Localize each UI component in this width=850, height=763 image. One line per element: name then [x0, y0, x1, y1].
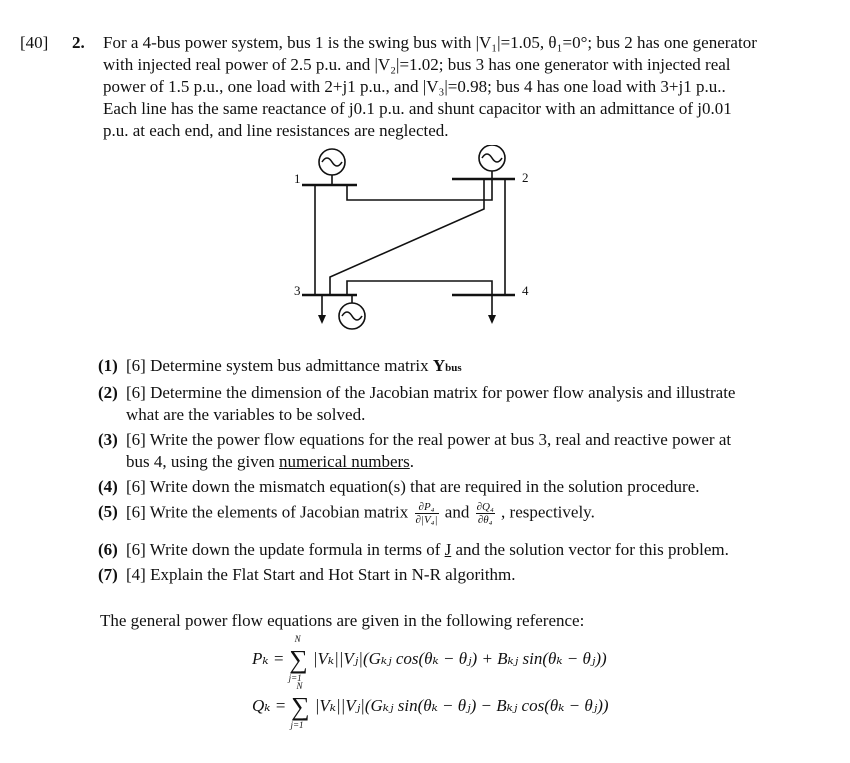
- generator-2-wave: [482, 154, 502, 162]
- part-text: bus 4, using the given: [126, 452, 279, 471]
- equation-lhs: Qₖ =: [252, 695, 287, 715]
- part-text: [6] Determine system bus admittance matrix: [126, 356, 433, 375]
- line-2-3: [330, 179, 484, 295]
- line-3-4: [347, 281, 492, 295]
- fraction-denominator: ∂|V₄|: [415, 514, 438, 526]
- part-text: .: [409, 452, 415, 471]
- part-text: and: [440, 502, 474, 522]
- sum-lower-limit: j=1: [288, 673, 302, 683]
- part-text: [4] Explain the Flat Start and Hot Start in N-R algorithm.: [126, 565, 516, 584]
- part-number: (2): [98, 383, 118, 402]
- ybus-symbol: Y: [432, 356, 446, 375]
- equation-body: |Vₖ||Vⱼ|(Gₖⱼ cos(θₖ − θⱼ) + Bₖⱼ sin(θₖ − θⱼ)): [312, 648, 607, 668]
- part-4: [98, 476, 798, 498]
- sum-upper-limit: N: [294, 634, 301, 644]
- equation-body: |Vₖ||Vⱼ|(Gₖⱼ sin(θₖ − θⱼ) − Bₖⱼ cos(θₖ − θⱼ)): [314, 695, 609, 715]
- underlined-text: numerical numbers: [279, 452, 410, 471]
- part-text-line2: [126, 451, 798, 473]
- intro-line: power of 1.5 p.u., one load with 2+j1 p.u., and |V₃|=0.98; bus 4 has one load with 3+j1 p.u..: [103, 77, 726, 96]
- part-1: [98, 355, 798, 379]
- bus-label-3: 3: [294, 283, 301, 298]
- fraction-denominator: ∂θ₄: [477, 514, 493, 526]
- part-number: (7): [98, 565, 118, 584]
- underlined-text: J: [444, 540, 452, 559]
- sum-lower-limit: j=1: [290, 720, 304, 730]
- summation-icon: ∑ N j=1: [288, 634, 308, 683]
- sum-upper-limit: N: [296, 681, 303, 691]
- intro-line: p.u. at each end, and line resistances are neglected.: [103, 121, 449, 140]
- question-marks: [40]: [20, 33, 49, 52]
- part-text: [6] Write down the update formula in terms of: [126, 540, 445, 559]
- part-text: [6] Determine the dimension of the Jacobian matrix for power flow analysis and illustrate: [126, 383, 736, 402]
- part-text: [6] Write the elements of Jacobian matrix: [126, 502, 409, 522]
- load-3-arrow: [318, 315, 326, 324]
- fraction-dq4-dtheta4: [476, 501, 495, 526]
- part-3: [98, 429, 798, 473]
- general-equations-intro: The general power flow equations are given in the following reference:: [100, 611, 585, 630]
- part-6: [98, 539, 798, 561]
- part-text: [6] Write the power flow equations for the real power at bus 3, real and reactive power at: [126, 430, 732, 449]
- generator-3-wave: [342, 312, 362, 320]
- fraction-numerator: ∂Q₄: [476, 501, 494, 513]
- part-7: [98, 564, 798, 586]
- intro-line: Each line has the same reactance of j0.1 p.u. and shunt capacitor with an admittance of j0.01: [103, 99, 732, 118]
- real-power-equation: [252, 634, 607, 683]
- bus-label-4: 4: [522, 283, 529, 298]
- part-number: (5): [98, 502, 118, 521]
- generator-1-wave: [322, 158, 342, 166]
- equation-lhs: Pₖ =: [252, 648, 285, 668]
- intro-line: with injected real power of 2.5 p.u. and |V₂|=1.02; bus 3 has one generator with injected real: [103, 55, 731, 74]
- part-number: (6): [98, 540, 118, 559]
- fraction-dp4-dv4: [415, 501, 439, 526]
- reactive-power-equation: [252, 681, 609, 730]
- ybus-subscript: bus: [445, 362, 462, 374]
- question-intro: [103, 32, 783, 142]
- four-bus-diagram: [280, 145, 540, 340]
- part-text: [6] Write down the mismatch equation(s) that are required in the solution procedure.: [126, 477, 700, 496]
- line-1-2: [347, 179, 492, 200]
- intro-line: For a 4-bus power system, bus 1 is the swing bus with |V₁|=1.05, θ₁=0°; bus 2 has one generator: [103, 33, 757, 52]
- part-text: what are the variables to be solved.: [126, 405, 366, 424]
- question-number: 2.: [72, 33, 85, 52]
- fraction-numerator: ∂P₄: [415, 501, 439, 514]
- load-4-arrow: [488, 315, 496, 324]
- part-2: [98, 382, 798, 426]
- bus-label-1: 1: [294, 171, 301, 186]
- part-number: (3): [98, 430, 118, 449]
- part-number: (4): [98, 477, 118, 496]
- part-text: and the solution vector for this problem.: [451, 540, 729, 559]
- sub-questions: [98, 355, 798, 589]
- part-number: (1): [98, 356, 118, 375]
- bus-label-2: 2: [522, 170, 529, 185]
- part-text: , respectively.: [496, 502, 595, 522]
- summation-icon: ∑ N j=1: [290, 681, 310, 730]
- part-5: [98, 501, 798, 531]
